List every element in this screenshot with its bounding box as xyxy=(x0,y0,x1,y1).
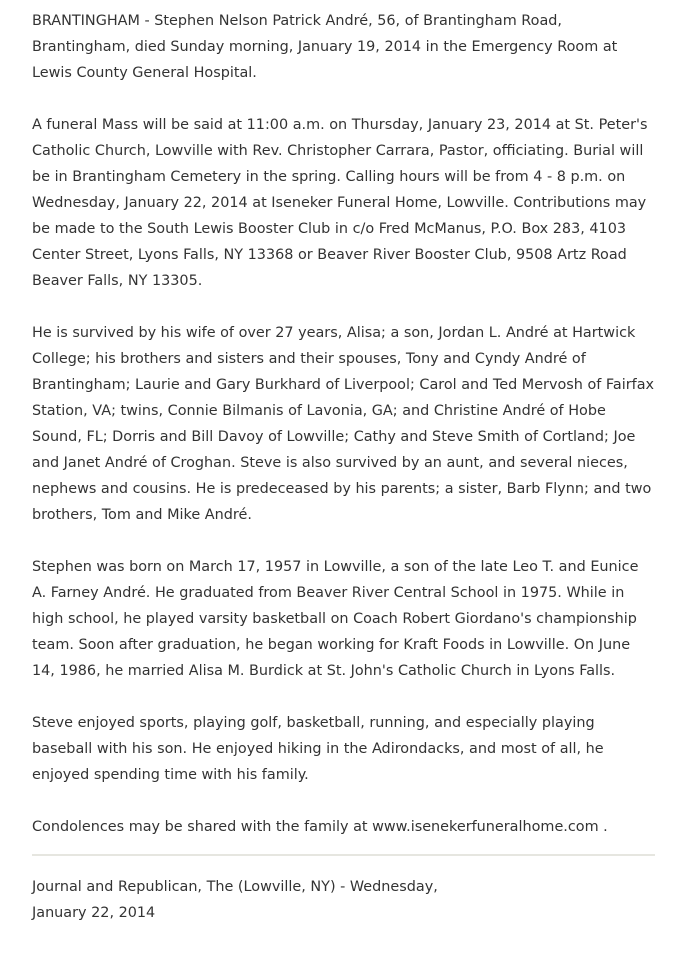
funeral-details-paragraph: A funeral Mass will be said at 11:00 a.m. on Thursday, January 23, 2014 at St. Peter's Catholic Church, Lowville with Rev. Christopher Carrara, Pastor, officiating. Burial will be in Brantingham Cemetery in the spring. Calling hours will be from 4 - 8 p.m. on Wednesday, January 22, 2014 at Iseneker Funeral Home, Lowville. Contributions may be made to the South Lewis Booster Club in c/o Fred McManus, P.O. Box 283, 4103 Center Street, Lyons Falls, NY 13368 or Beaver River Booster Club, 9508 Artz Road Beaver Falls, NY 13305. xyxy=(32,117,648,289)
condolences-paragraph: Condolences may be shared with the family at www.isenekerfuneralhome.com . xyxy=(32,819,608,835)
publication-date: January 22, 2014 xyxy=(32,905,156,921)
section-divider xyxy=(32,854,655,856)
biography-paragraph: Stephen was born on March 17, 1957 in Lowville, a son of the late Leo T. and Eunice A. Farney André. He graduated from Beaver River Central School in 1975. While in high school, he played varsity basketball on Coach Robert Giordano's championship team. Soon after graduation, he began working for Kraft Foods in Lowville. On June 14, 1986, he married Alisa M. Burdick at St. John's Catholic Church in Lyons Falls. xyxy=(32,559,639,679)
obituary-intro-paragraph: BRANTINGHAM - Stephen Nelson Patrick André, 56, of Brantingham Road, Brantingham, died Sunday morning, January 19, 2014 in the Emergency Room at Lewis County General Hospital. xyxy=(32,13,618,81)
publication-source xyxy=(32,874,655,926)
publication-name: Journal and Republican, The (Lowville, NY) - Wednesday, xyxy=(32,879,438,895)
survivors-paragraph: He is survived by his wife of over 27 years, Alisa; a son, Jordan L. André at Hartwick College; his brothers and sisters and their spouses, Tony and Cyndy André of Brantingham; Laurie and Gary Burkhard of Liverpool; Carol and Ted Mervosh of Fairfax Station, VA; twins, Connie Bilmanis of Lavonia, GA; and Christine André of Hobe Sound, FL; Dorris and Bill Davoy of Lowville; Cathy and Steve Smith of Cortland; Joe and Janet André of Croghan. Steve is also survived by an aunt, and several nieces, nephews and cousins. He is predeceased by his parents; a sister, Barb Flynn; and two brothers, Tom and Mike André. xyxy=(32,325,655,523)
interests-paragraph: Steve enjoyed sports, playing golf, basketball, running, and especially playing baseball with his son. He enjoyed hiking in the Adirondacks, and most of all, he enjoyed spending time with his family. xyxy=(32,715,604,783)
